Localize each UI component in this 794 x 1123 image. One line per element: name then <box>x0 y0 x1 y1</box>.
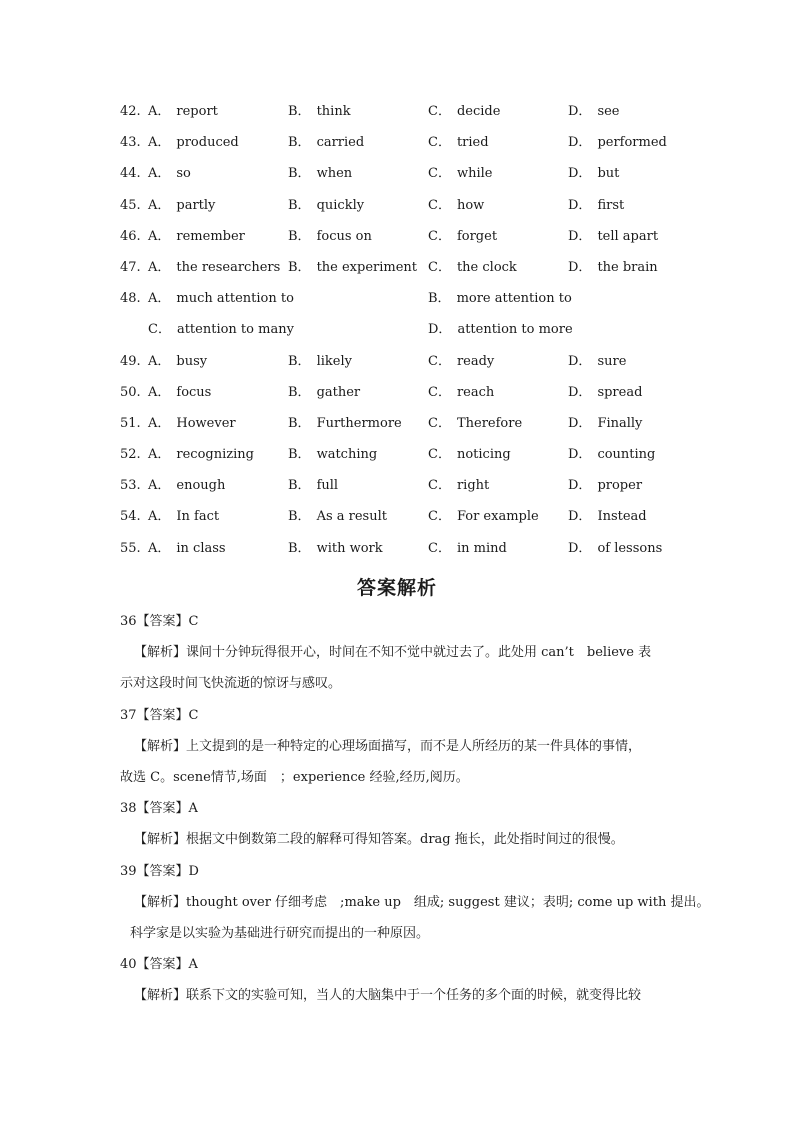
question-number: 43. <box>120 135 141 151</box>
question-row-50 <box>120 383 700 414</box>
question-row-51 <box>120 414 700 445</box>
option-b: B． Furthermore <box>288 415 402 431</box>
answer-explanations <box>120 612 710 1017</box>
question-number: 53. <box>120 478 141 494</box>
option-a: A． partly <box>148 197 216 213</box>
option-c: C． noticing <box>428 447 511 463</box>
question-number: 52. <box>120 447 141 463</box>
option-d: D． counting <box>568 447 656 463</box>
question-number: 47. <box>120 259 141 275</box>
option-d: D． see <box>568 104 620 119</box>
explanation-line: 【解析】课间十分钟玩得很开心，时间在不知不觉中就过去了。此处用 can’t believe 表 <box>134 645 652 661</box>
option-c: C． right <box>428 478 490 494</box>
question-number: 54. <box>120 509 141 525</box>
option-c: C． Therefore <box>428 415 523 431</box>
option-c: C． forget <box>428 228 498 244</box>
options-list <box>120 102 700 570</box>
answer-label-40: 40【答案】A <box>120 957 198 973</box>
option-d: D． proper <box>568 478 643 494</box>
explanation-line: 【解析】上文提到的是一种特定的心理场面描写，而不是人所经历的某一件具体的事情， <box>134 738 642 754</box>
explanation-line: 【解析】thought over 仔细考虑 ;make up 组成; suggest 建议；表明; come up with 提出。 <box>134 894 710 910</box>
explanation-line: 示对这段时间飞快流逝的惊讶与感叹。 <box>120 676 342 692</box>
option-c: C． in mind <box>428 540 507 556</box>
option-b: B． full <box>288 478 339 494</box>
question-row-48 <box>120 289 700 320</box>
option-b: B． the experiment <box>288 259 418 275</box>
option-b: B． carried <box>288 135 365 151</box>
option-a: A． In fact <box>148 509 220 525</box>
option-a: A． the researchers <box>148 259 281 275</box>
option-d: D． but <box>568 166 620 182</box>
option-b: B． focus on <box>288 228 372 244</box>
option-b: B． quickly <box>288 197 365 213</box>
option-c: C． reach <box>428 384 495 400</box>
question-number: 46. <box>120 228 141 244</box>
question-number: 42. <box>120 104 141 119</box>
option-d: D． Finally <box>568 415 643 431</box>
option-c: C． while <box>428 166 493 182</box>
option-d: D． first <box>568 197 625 213</box>
question-row-42 <box>120 102 700 133</box>
option-b: B． when <box>288 166 353 182</box>
option-c: C． tried <box>428 135 489 151</box>
answer-label-36: 36【答案】C <box>120 614 199 629</box>
option-a: A． remember <box>148 228 245 244</box>
question-row-43 <box>120 133 700 164</box>
option-a: A． recognizing <box>148 447 254 463</box>
question-row-44 <box>120 164 700 195</box>
option-a: A． However <box>148 415 236 431</box>
question-row-49 <box>120 352 700 383</box>
option-d: D． spread <box>568 384 643 400</box>
question-number: 51. <box>120 415 141 431</box>
option-a: A． enough <box>148 478 226 494</box>
answer-label-39: 39【答案】D <box>120 863 199 879</box>
question-row-53 <box>120 476 700 507</box>
option-a: A． much attention to <box>148 291 294 307</box>
explanation-line: 故选 C。scene情节,场面 ；experience 经验,经历,阅历。 <box>120 769 469 785</box>
question-number: 48. <box>120 291 141 307</box>
option-a: A． produced <box>148 135 239 151</box>
option-a: A． so <box>148 166 191 182</box>
answer-label-37: 37【答案】C <box>120 707 199 723</box>
question-row-55 <box>120 539 700 570</box>
question-number: 50. <box>120 384 141 400</box>
explanation-line: 【解析】根据文中倒数第二段的解释可得知答案。drag 拖长，此处指时间过的很慢。 <box>134 832 624 848</box>
option-d: D． performed <box>568 135 667 151</box>
option-b: B． likely <box>288 353 352 369</box>
option-d: D． of lessons <box>568 540 663 556</box>
option-a: A． report <box>148 104 218 119</box>
question-row-52 <box>120 445 700 476</box>
question-row-47 <box>120 258 700 289</box>
question-number: 44. <box>120 166 141 182</box>
option-a: A． in class <box>148 540 226 556</box>
explanation-line: 【解析】联系下文的实验可知，当人的大脑集中于一个任务的多个面的时候，就变得比较 <box>134 988 642 1004</box>
question-row-54 <box>120 507 700 538</box>
option-a: A． busy <box>148 353 208 369</box>
option-b: B． with work <box>288 540 383 556</box>
option-d: D． sure <box>568 353 627 369</box>
option-d: D． attention to more <box>428 322 573 338</box>
option-d: D． the brain <box>568 259 658 275</box>
option-b: B． think <box>288 104 351 119</box>
option-c: C． how <box>428 197 485 213</box>
option-c: C． attention to many <box>148 322 294 338</box>
explanation-line: 科学家是以实验为基础进行研究而提出的一种原因。 <box>130 925 430 941</box>
option-c: C． ready <box>428 353 495 369</box>
answer-label-38: 38【答案】A <box>120 801 198 817</box>
option-d: D． tell apart <box>568 228 659 244</box>
option-c: C． decide <box>428 104 501 119</box>
question-row-45 <box>120 196 700 227</box>
option-b: B． gather <box>288 384 361 400</box>
question-row-46 <box>120 227 700 258</box>
option-d: D． Instead <box>568 509 647 525</box>
question-number: 45. <box>120 197 141 213</box>
option-c: C． For example <box>428 509 539 525</box>
option-b: B． As a result <box>288 509 387 525</box>
option-b: B． watching <box>288 447 378 463</box>
question-row-48-cont <box>120 320 700 351</box>
question-number: 55. <box>120 540 141 556</box>
option-c: C． the clock <box>428 259 517 275</box>
section-heading: 答案解析 <box>356 577 437 599</box>
option-b: B． more attention to <box>428 291 572 307</box>
question-number: 49. <box>120 353 141 369</box>
option-a: A． focus <box>148 384 212 400</box>
